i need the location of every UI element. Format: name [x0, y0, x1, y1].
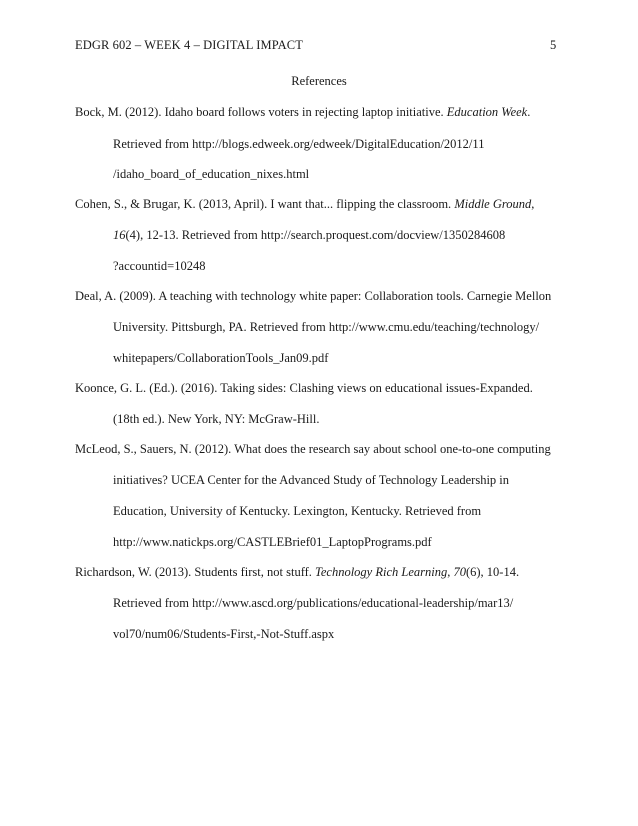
reference-mcleod-line-3: Education, University of Kentucky. Lexington, Kentucky. Retrieved from [113, 504, 482, 518]
reference-mcleod-line-2: initiatives? UCEA Center for the Advanced Study of Technology Leadership in [113, 473, 510, 487]
reference-richardson-line-3: vol70/num06/Students-First,-Not-Stuff.aspx [113, 627, 335, 641]
reference-cohen-line-1: Cohen, S., & Brugar, K. (2013, April). I want that... flipping the classroom. Middle Ground, [75, 197, 535, 211]
reference-koonce-line-1: Koonce, G. L. (Ed.). (2016). Taking sides: Clashing views on educational issues-Expanded. [75, 381, 533, 395]
reference-mcleod-line-1: McLeod, S., Sauers, N. (2012). What does the research say about school one-to-one computing [75, 442, 551, 456]
reference-cohen-line-2: 16(4), 12-13. Retrieved from http://search.proquest.com/docview/1350284608 [113, 228, 506, 242]
reference-bock-line-3: /idaho_board_of_education_nixes.html [113, 167, 310, 181]
reference-deal-line-2: University. Pittsburgh, PA. Retrieved from http://www.cmu.edu/teaching/technology/ [113, 320, 540, 334]
reference-richardson-line-2: Retrieved from http://www.ascd.org/publications/educational-leadership/mar13/ [113, 596, 514, 610]
page-number: 5 [550, 38, 557, 52]
reference-koonce-line-2: (18th ed.). New York, NY: McGraw-Hill. [113, 412, 320, 426]
reference-richardson-line-1: Richardson, W. (2013). Students first, not stuff. Technology Rich Learning, 70(6), 10-14. [75, 565, 520, 579]
references-heading: References [291, 74, 347, 88]
running-head: EDGR 602 – WEEK 4 – DIGITAL IMPACT [75, 38, 303, 52]
reference-cohen-line-3: ?accountid=10248 [113, 259, 206, 273]
reference-mcleod-line-4: http://www.natickps.org/CASTLEBrief01_LaptopPrograms.pdf [113, 535, 432, 549]
reference-deal-line-3: whitepapers/CollaborationTools_Jan09.pdf [113, 351, 329, 365]
reference-deal-line-1: Deal, A. (2009). A teaching with technology white paper: Collaboration tools. Carnegie Mellon [75, 289, 552, 303]
reference-bock-line-1: Bock, M. (2012). Idaho board follows voters in rejecting laptop initiative. Education Week. [75, 105, 531, 119]
reference-bock-line-2: Retrieved from http://blogs.edweek.org/edweek/DigitalEducation/2012/11 [113, 137, 485, 151]
